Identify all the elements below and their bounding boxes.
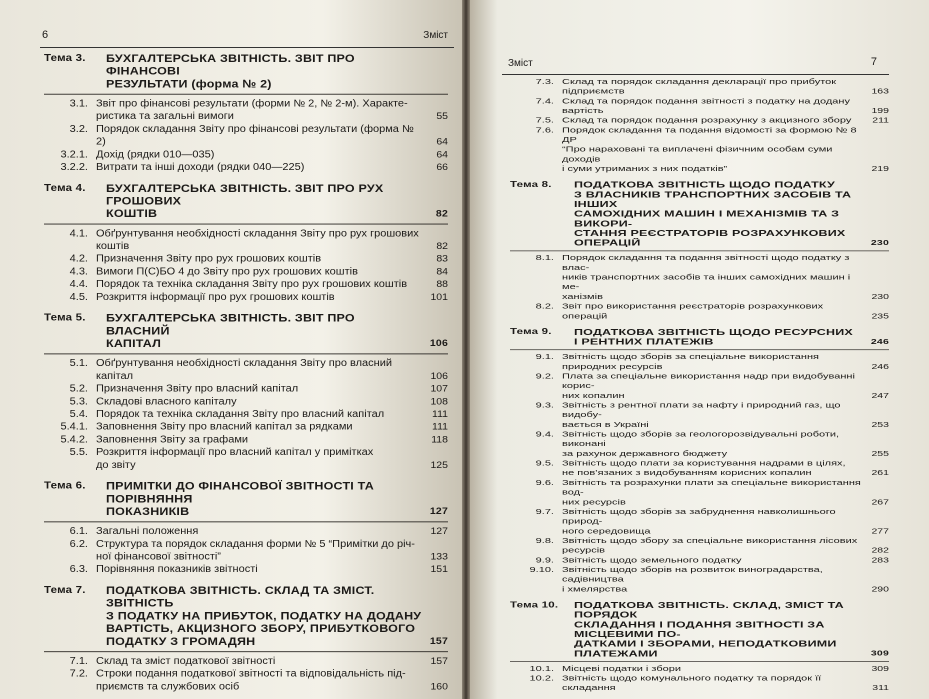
section-title-line: ПОДАТКОВА ЗВІТНІСТЬ ЩОДО ПОДАТКУ [574, 180, 836, 190]
toc-entry [510, 664, 889, 674]
toc-entry [44, 668, 448, 693]
section-rule [44, 224, 448, 225]
entry-text: Звітність та розрахунки плати за спеціальне використання вод- [562, 478, 861, 497]
entry-text: коштів [96, 240, 130, 252]
entry-number: 7.4. [535, 97, 554, 106]
toc-entry [510, 555, 889, 565]
toc-entry [510, 459, 889, 478]
entry-text: Дохід (рядки 010—035) [96, 149, 215, 161]
entry-text: них копалин [562, 391, 625, 400]
entry-page: 246 [871, 362, 889, 371]
entry-text: Звітність щодо зборів за спеціальне використання природних ресурсів [562, 352, 820, 371]
entry-page: 108 [430, 396, 448, 408]
entry-page: 290 [871, 585, 889, 594]
toc-entry [44, 291, 448, 304]
toc-entry [44, 433, 448, 446]
entry-page: 55 [436, 111, 448, 122]
entry-text: Склад та порядок складання декларації про прибуток [562, 77, 837, 86]
entry-text: Розкриття інформації про власний капітал у примітках [96, 446, 374, 458]
entry-number: 9.4. [535, 430, 554, 439]
section-title-line: КОШТІВ [106, 207, 158, 220]
toc-entry [44, 148, 448, 161]
section-rule [44, 94, 448, 95]
entry-number: 7.3. [535, 77, 554, 86]
entry-text: Призначення Звіту про рух грошових коштів [96, 253, 322, 265]
toc-entry [44, 408, 448, 421]
section-title-line: САМОХІДНИХ МАШИН І МЕХАНІЗМІВ ТА З ВИКОРИ- [574, 209, 840, 229]
entry-text: Звітність щодо плати за користування надрами в цілях, [562, 459, 846, 468]
section-rule [510, 661, 889, 662]
header-rule [502, 74, 889, 75]
entry-page: 125 [430, 459, 448, 471]
section-title-line: БУХГАЛТЕРСЬКА ЗВІТНІСТЬ. ЗВІТ ПРО ВЛАСНИЙ [106, 311, 355, 338]
entry-number: 4.2. [69, 253, 88, 265]
section-label: Тема 4. [44, 182, 86, 194]
entry-number: 3.2.1. [60, 149, 88, 161]
section-rule [44, 651, 448, 652]
entry-number: 7.2. [69, 668, 88, 680]
entry-page: 219 [871, 164, 889, 174]
toc-entry [44, 655, 448, 668]
left-page [0, 0, 462, 699]
entry-text: “Про нараховані та виплачені фізичним особам суми доходів [562, 145, 833, 164]
entry-text: Порядок та техніка складання Звіту про власний капітал [96, 408, 385, 420]
entry-number: 6.2. [69, 538, 88, 550]
entry-text: і хмелярства [562, 585, 628, 594]
section-heading [510, 327, 889, 346]
section-heading [44, 480, 448, 518]
toc-entry [510, 96, 889, 115]
entry-number: 4.4. [69, 278, 88, 290]
entry-page: 211 [872, 116, 889, 125]
entry-number: 9.9. [535, 556, 554, 565]
entry-page: 133 [430, 551, 448, 563]
section-label: Тема 3. [44, 52, 86, 64]
entry-number: 5.3. [69, 396, 88, 408]
entry-number: 8.2. [535, 302, 554, 311]
section-title-line: З ПОДАТКУ НА ПРИБУТОК, ПОДАТКУ НА ДОДАНУ [106, 609, 422, 623]
entry-number: 10.1. [529, 664, 554, 673]
toc-entry [44, 525, 448, 538]
entry-text: Звітність з рентної плати за нафту і природний газ, що видобу- [562, 401, 841, 420]
entry-text: капітал [96, 370, 134, 382]
entry-text: ристика та загальні вимоги [96, 111, 234, 122]
toc-entry [510, 674, 889, 693]
section-rule [510, 251, 889, 252]
entry-number: 3.2.2. [60, 161, 88, 173]
entry-number: 9.3. [535, 401, 554, 410]
entry-text: ного середовища [562, 527, 651, 536]
toc-entry [510, 565, 889, 594]
section-title-line: БУХГАЛТЕРСЬКА ЗВІТНІСТЬ. ЗВІТ ПРО ФІНАНСОВІ [106, 52, 355, 78]
section-page: 309 [870, 649, 889, 658]
section-heading [44, 52, 448, 90]
entry-page: 101 [430, 291, 448, 303]
toc-entry [510, 125, 889, 173]
toc-entry [44, 538, 448, 563]
toc-entry [510, 507, 889, 536]
entry-page: 160 [430, 681, 448, 693]
entry-page: 111 [432, 421, 448, 433]
section-title-line: З ВЛАСНИКІВ ТРАНСПОРТНИХ ЗАСОБІВ ТА ІНШИХ [574, 189, 852, 210]
toc-entry [510, 372, 889, 401]
toc-entry [510, 116, 889, 126]
section-title-line: ПРИМІТКИ ДО ФІНАНСОВОЇ ЗВІТНОСТІ ТА ПОРІВНЯННЯ [106, 479, 374, 506]
entry-text: Порядок складання Звіту про фінансові результати (форма № 2) [96, 123, 414, 148]
entry-text: Витрати та інші доходи (рядки 040—225) [96, 161, 305, 173]
entry-number: 7.1. [69, 655, 88, 667]
entry-text: Заповнення Звіту за графами [96, 434, 249, 446]
entry-number: 3.2. [69, 123, 88, 135]
entry-number: 5.4. [69, 408, 88, 420]
entry-number: 5.4.1. [60, 421, 88, 433]
section-rule [510, 349, 889, 350]
section-title-line: ПОДАТКОВА ЗВІТНІСТЬ. СКЛАД ТА ЗМІСТ. ЗВІТНІСТЬ [106, 584, 375, 610]
entry-page: 151 [430, 564, 448, 575]
right-page [470, 0, 929, 699]
section-page: 82 [435, 208, 448, 220]
page-number: 7 [870, 56, 877, 68]
section-rule [44, 353, 448, 354]
section-label: Тема 5. [44, 312, 86, 324]
toc-entry [510, 302, 889, 321]
entry-page: 199 [871, 106, 889, 116]
toc-entry [510, 253, 889, 301]
entry-page: 64 [436, 149, 448, 161]
toc-left [44, 52, 448, 693]
section-heading [44, 312, 448, 350]
entry-number: 9.1. [535, 352, 554, 362]
toc-entry [44, 227, 448, 252]
entry-text: Склад та порядок подання розрахунку з акцизного збору [562, 116, 852, 125]
entry-number: 5.2. [69, 383, 88, 395]
section-title-line: РЕЗУЛЬТАТИ (форма № 2) [106, 77, 272, 91]
entry-text: ної фінансової звітності” [96, 551, 221, 563]
section-gap [44, 471, 448, 479]
entry-text: підприємств [562, 87, 625, 96]
section-title-line: КАПІТАЛ [106, 337, 162, 350]
entry-text: Звітність щодо зборів за геологорозвідувальні роботи, виконані [562, 430, 840, 449]
entry-number: 5.5. [69, 446, 88, 458]
entry-number: 9.2. [535, 372, 554, 381]
section-heading [510, 180, 889, 248]
entry-page: 282 [871, 546, 889, 555]
entry-text: Звітність щодо комунального податку та порядок її складання [562, 674, 822, 693]
section-rule [44, 521, 448, 522]
toc-entry [44, 161, 448, 174]
entry-page: 253 [871, 420, 889, 429]
toc-entry [44, 446, 448, 471]
entry-text: Звіт про фінансові результати (форми № 2, № 2-м). Характе- [96, 98, 408, 110]
entry-text: Порядок складання та подання звітності щодо податку з влас- [562, 253, 850, 272]
section-page: 246 [870, 337, 889, 346]
section-gap [44, 303, 448, 311]
toc-entry [44, 382, 448, 395]
entry-page: 84 [436, 266, 448, 278]
entry-number: 10.2. [529, 674, 554, 683]
entry-number: 8.1. [535, 253, 554, 263]
entry-page: 83 [436, 253, 448, 265]
entry-page: 157 [430, 655, 448, 667]
toc-entry [44, 97, 448, 122]
entry-text: за рахунок державного бюджету [562, 449, 728, 458]
toc-right [510, 77, 889, 693]
entry-page: 82 [436, 240, 448, 252]
entry-page: 277 [871, 527, 889, 536]
entry-page: 235 [871, 312, 889, 321]
entry-page: 127 [430, 525, 448, 537]
section-title-line: СТАННЯ РЕЄСТРАТОРІВ РОЗРАХУНКОВИХ ОПЕРАЦІЙ [574, 228, 846, 248]
toc-entry [44, 253, 448, 266]
running-head: Зміст [508, 58, 533, 69]
gutter [462, 0, 470, 699]
entry-text: Складові власного капіталу [96, 396, 237, 408]
entry-number: 7.5. [535, 116, 554, 125]
entry-number: 9.8. [535, 536, 554, 546]
section-page: 106 [429, 337, 448, 349]
entry-number: 6.1. [69, 525, 88, 537]
entry-number: 9.10. [529, 565, 554, 575]
entry-text: Склад та порядок подання звітності з податку на додану [562, 97, 850, 106]
toc-entry [510, 430, 889, 459]
entry-text: Строки подання податкової звітності та відповідальність під- [96, 668, 406, 680]
section-page: 157 [429, 635, 448, 647]
entry-text: Звітність щодо зборів за забруднення навколишнього природ- [562, 507, 836, 526]
entry-number: 4.3. [69, 266, 88, 278]
entry-number: 7.6. [535, 126, 554, 135]
toc-entry [44, 421, 448, 434]
entry-text: Обґрунтування необхідності складання Звіту про власний [96, 357, 393, 369]
section-page: 127 [429, 505, 448, 517]
entry-text: Звітність щодо зборів на розвиток виноградарства, садівництва [562, 565, 823, 584]
section-heading [44, 182, 448, 220]
section-label: Тема 9. [510, 327, 552, 337]
entry-text: Призначення Звіту про власний капітал [96, 383, 299, 395]
page-number: 6 [42, 29, 49, 41]
toc-entry [510, 401, 889, 430]
toc-entry [510, 478, 889, 507]
entry-text: Вимоги П(С)БО 4 до Звіту про рух грошових коштів [96, 266, 358, 278]
entry-page: 66 [436, 161, 448, 173]
header-rule [40, 47, 454, 48]
entry-text: Обґрунтування необхідності складання Звіту про рух грошових [96, 228, 419, 240]
entry-text: Склад та зміст податкової звітності [96, 655, 276, 667]
entry-page: 247 [871, 391, 889, 400]
entry-text: і суми утриманих з них податків” [562, 164, 728, 174]
section-label: Тема 8. [510, 180, 552, 189]
toc-entry [510, 536, 889, 555]
section-heading [510, 600, 889, 658]
entry-page: 106 [430, 370, 448, 382]
section-label: Тема 6. [44, 480, 86, 492]
entry-number: 9.5. [535, 459, 554, 468]
section-label: Тема 10. [510, 601, 559, 610]
entry-text: ників транспортних засобів та інших самохідних машин і ме- [562, 273, 851, 292]
entry-text: вартість [562, 106, 604, 116]
entry-page: 107 [430, 383, 448, 395]
section-title-line: БУХГАЛТЕРСЬКА ЗВІТНІСТЬ. ЗВІТ ПРО РУХ ГРОШОВИХ [106, 181, 384, 208]
entry-text: них ресурсів [562, 498, 626, 507]
toc-entry [44, 123, 448, 148]
section-title-line: СКЛАДАННЯ І ПОДАННЯ ЗВІТНОСТІ ЗА МІСЦЕВИМИ ПО- [574, 619, 825, 640]
entry-number: 3.1. [69, 98, 88, 110]
entry-page: 309 [871, 664, 889, 673]
entry-text: Загальні положення [96, 525, 199, 537]
entry-number: 5.1. [69, 357, 88, 369]
entry-text: приємств та службових осіб [96, 681, 240, 693]
section-label: Тема 7. [44, 584, 86, 596]
entry-page: 163 [871, 87, 889, 96]
entry-text: Звітність щодо збору за спеціальне використання лісових ресурсів [562, 536, 858, 555]
entry-text: Порівняння показників звітності [96, 564, 258, 575]
entry-text: Порядок складання та подання відомості за формою № 8 ДР [562, 126, 857, 145]
entry-number: 4.5. [69, 291, 88, 303]
entry-page: 88 [436, 278, 448, 290]
entry-text: Заповнення Звіту про власний капітал за рядками [96, 421, 353, 433]
toc-entry [44, 395, 448, 408]
entry-page: 230 [871, 292, 889, 301]
running-head: Зміст [423, 30, 448, 41]
section-title-line: ПОДАТКУ З ГРОМАДЯН [106, 634, 256, 648]
section-title-line: ПОКАЗНИКІВ [106, 505, 190, 518]
section-title-line: ДАТКАМИ І ЗБОРАМИ, НЕПОДАТКОВИМИ ПЛАТЕЖАМИ [574, 639, 837, 659]
toc-entry [510, 352, 889, 371]
entry-text: Плата за спеціальне використання надр при видобуванні корис- [562, 372, 855, 391]
entry-page: 311 [872, 684, 889, 693]
section-title-line: І РЕНТНИХ ПЛАТЕЖІВ [574, 336, 714, 347]
toc-entry [44, 265, 448, 278]
entry-text: ханізмів [562, 292, 603, 301]
section-page: 230 [870, 238, 889, 248]
entry-number: 9.7. [535, 507, 554, 517]
entry-text: не пов’язаних з видобуванням корисних копалин [562, 469, 812, 478]
entry-page: 267 [871, 498, 889, 507]
toc-entry [44, 278, 448, 291]
entry-text: Місцеві податки і збори [562, 664, 682, 673]
toc-entry [44, 563, 448, 576]
entry-page: 261 [871, 469, 889, 478]
section-title-line: ВАРТІСТЬ, АКЦИЗНОГО ЗБОРУ, ПРИБУТКОВОГО [106, 622, 416, 635]
entry-page: 64 [436, 136, 448, 148]
entry-page: 111 [432, 408, 448, 420]
entry-text: до звіту [96, 459, 136, 471]
entry-number: 4.1. [69, 228, 88, 240]
entry-text: Звіт про використання реєстраторів розрахункових операцій [562, 302, 824, 321]
entry-text: Порядок та техніка складання Звіту про рух грошових коштів [96, 278, 408, 290]
toc-entry [44, 357, 448, 382]
section-gap [44, 576, 448, 584]
entry-text: Структура та порядок складання форми № 5 “Примітки до річ- [96, 538, 415, 550]
entry-text: Розкриття інформації про рух грошових коштів [96, 291, 335, 303]
section-gap [44, 174, 448, 182]
entry-page: 118 [431, 434, 448, 446]
entry-text: Звітність щодо земельного податку [562, 556, 742, 565]
entry-number: 5.4.2. [60, 434, 88, 446]
entry-number: 6.3. [69, 564, 88, 575]
section-heading [44, 584, 448, 648]
entry-page: 283 [871, 556, 889, 565]
section-title-line: ПОДАТКОВА ЗВІТНІСТЬ ЩОДО РЕСУРСНИХ [574, 327, 853, 337]
entry-page: 255 [871, 449, 889, 458]
section-title-line: ПОДАТКОВА ЗВІТНІСТЬ. СКЛАД, ЗМІСТ ТА ПОРЯДОК [574, 600, 844, 620]
entry-text: вається в Україні [562, 420, 649, 429]
entry-number: 9.6. [535, 478, 554, 487]
toc-entry [510, 77, 889, 96]
